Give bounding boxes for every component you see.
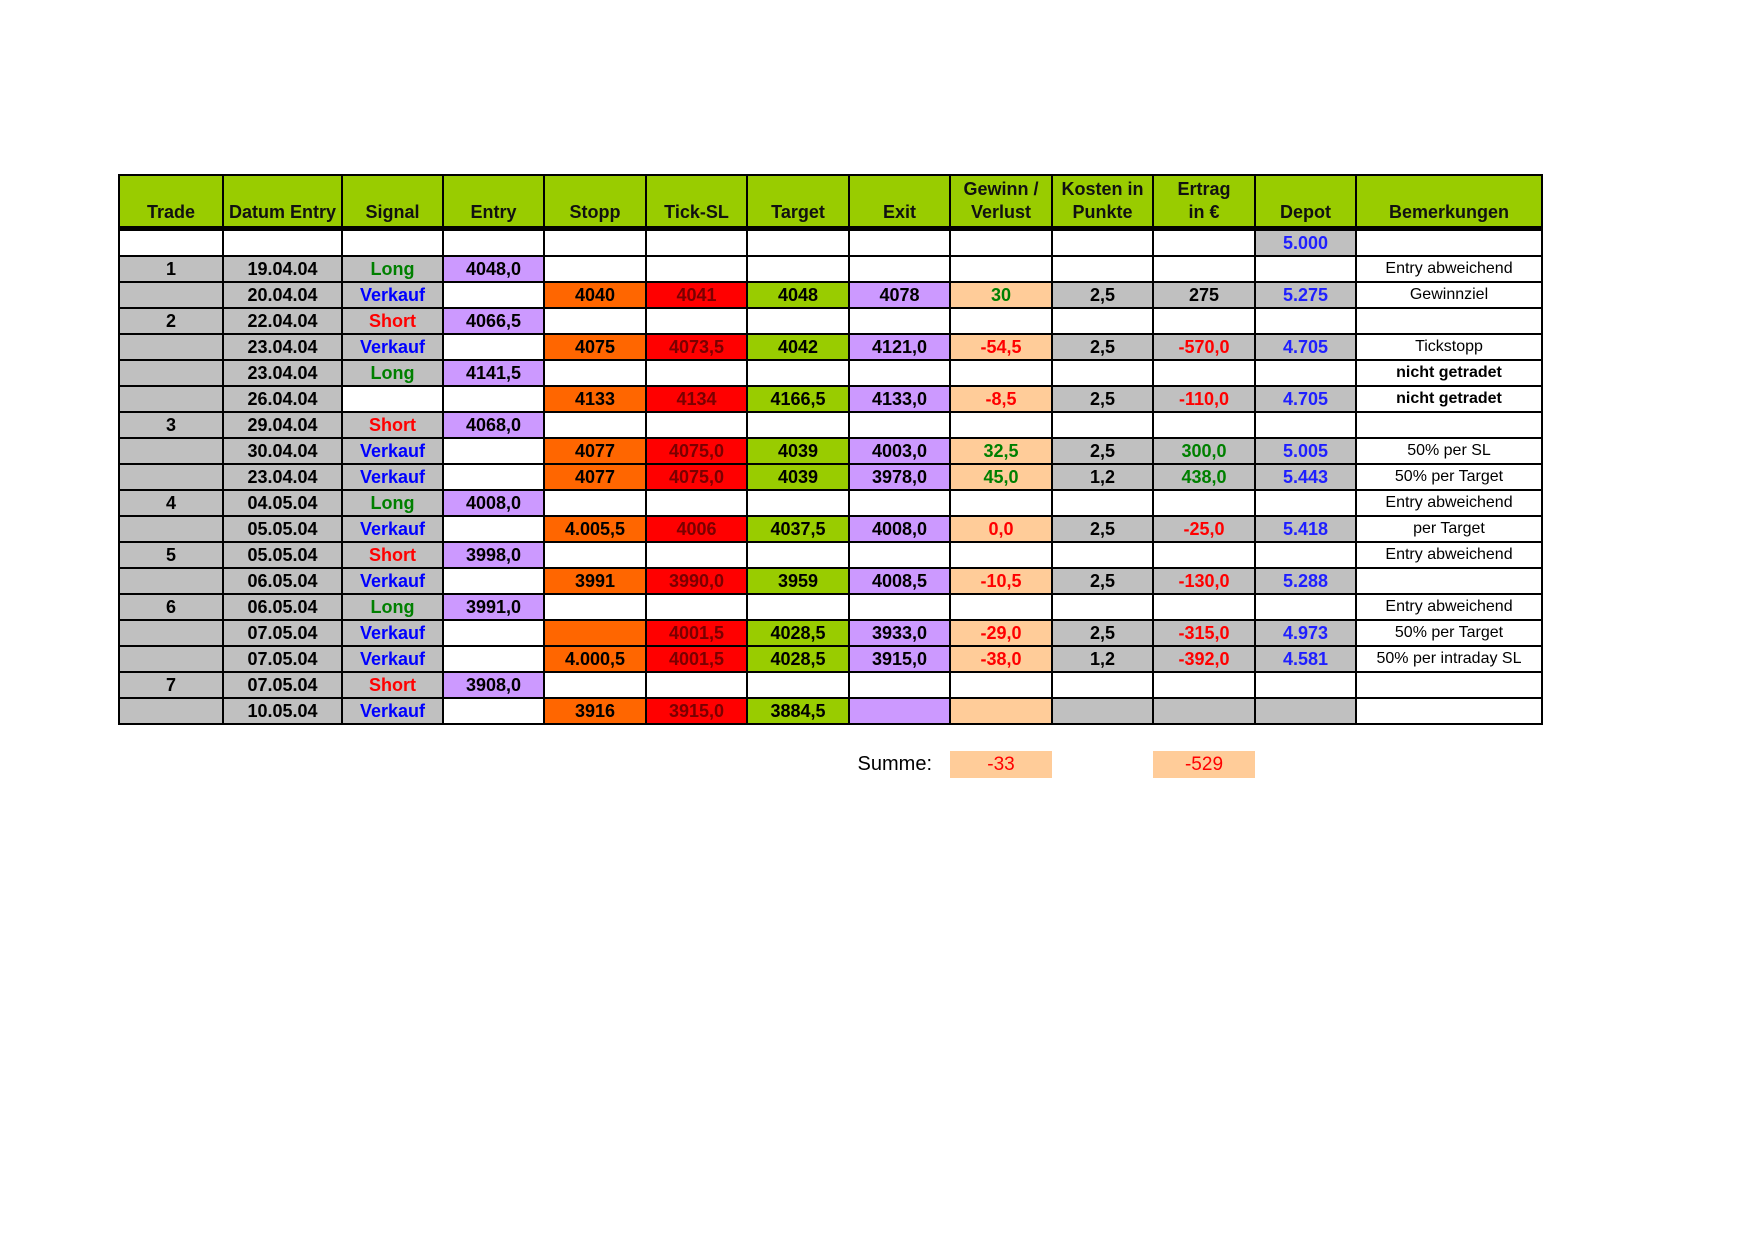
cell-datum: 06.05.04 (223, 594, 342, 620)
cell-gewinn: -10,5 (950, 568, 1052, 594)
cell-stopp: 4077 (544, 464, 646, 490)
cell-bemerkungen: Tickstopp (1356, 334, 1542, 360)
cell-datum: 26.04.04 (223, 386, 342, 412)
cell-bemerkungen: Gewinnziel (1356, 282, 1542, 308)
cell-tick-sl: 4073,5 (646, 334, 747, 360)
cell-trade (119, 646, 223, 672)
cell-stopp: 3916 (544, 698, 646, 724)
cell-ertrag (1153, 594, 1255, 620)
cell-bemerkungen (1356, 568, 1542, 594)
cell-trade (119, 568, 223, 594)
cell-gewinn: -29,0 (950, 620, 1052, 646)
cell-stopp (544, 256, 646, 282)
cell-datum: 29.04.04 (223, 412, 342, 438)
cell-exit (849, 256, 950, 282)
cell-gewinn: -8,5 (950, 386, 1052, 412)
cell-entry: 3998,0 (443, 542, 544, 568)
cell-target (747, 594, 849, 620)
cell-signal: Short (342, 308, 443, 334)
cell-ertrag (1153, 490, 1255, 516)
cell-entry (443, 646, 544, 672)
header-signal: Signal (342, 175, 443, 229)
cell-stopp (544, 308, 646, 334)
table-row (119, 516, 1542, 542)
cell-depot (1255, 256, 1356, 282)
cell-kosten: 2,5 (1052, 282, 1153, 308)
header-exit: Exit (849, 175, 950, 229)
cell-datum: 19.04.04 (223, 256, 342, 282)
cell-ertrag: -315,0 (1153, 620, 1255, 646)
table-row (119, 282, 1542, 308)
cell-gewinn (950, 672, 1052, 698)
cell-target (747, 672, 849, 698)
cell-gewinn (950, 490, 1052, 516)
cell-depot (1255, 490, 1356, 516)
cell-kosten (1052, 672, 1153, 698)
cell-signal: Verkauf (342, 620, 443, 646)
cell-entry: 4008,0 (443, 490, 544, 516)
cell-tick-sl (646, 256, 747, 282)
cell-trade (119, 386, 223, 412)
cell-depot (1255, 594, 1356, 620)
table-row (119, 620, 1542, 646)
cell-bemerkungen (1356, 698, 1542, 724)
cell-trade: 1 (119, 256, 223, 282)
cell-stopp (544, 620, 646, 646)
cell-stopp (544, 542, 646, 568)
cell-tick-sl (646, 229, 747, 257)
cell-target: 4028,5 (747, 646, 849, 672)
cell-signal: Long (342, 594, 443, 620)
cell-entry (443, 464, 544, 490)
cell-gewinn: 30 (950, 282, 1052, 308)
trade-table-body (119, 229, 1542, 725)
cell-tick-sl (646, 594, 747, 620)
cell-stopp: 4077 (544, 438, 646, 464)
cell-datum: 10.05.04 (223, 698, 342, 724)
cell-trade (119, 620, 223, 646)
cell-tick-sl: 4006 (646, 516, 747, 542)
cell-stopp (544, 360, 646, 386)
cell-target: 4166,5 (747, 386, 849, 412)
cell-gewinn (950, 229, 1052, 257)
cell-bemerkungen (1356, 229, 1542, 257)
cell-kosten (1052, 698, 1153, 724)
cell-entry (443, 568, 544, 594)
cell-depot (1255, 542, 1356, 568)
cell-signal: Verkauf (342, 646, 443, 672)
cell-ertrag (1153, 672, 1255, 698)
cell-trade: 5 (119, 542, 223, 568)
cell-gewinn (950, 256, 1052, 282)
cell-signal: Verkauf (342, 464, 443, 490)
cell-kosten (1052, 594, 1153, 620)
cell-kosten: 2,5 (1052, 568, 1153, 594)
cell-gewinn: 45,0 (950, 464, 1052, 490)
cell-datum: 07.05.04 (223, 620, 342, 646)
table-row (119, 256, 1542, 282)
cell-tick-sl: 4041 (646, 282, 747, 308)
cell-trade: 7 (119, 672, 223, 698)
table-row (119, 646, 1542, 672)
cell-depot: 5.275 (1255, 282, 1356, 308)
cell-stopp: 4.000,5 (544, 646, 646, 672)
cell-gewinn: 0,0 (950, 516, 1052, 542)
cell-exit (849, 490, 950, 516)
cell-exit: 4133,0 (849, 386, 950, 412)
cell-signal: Short (342, 542, 443, 568)
cell-ertrag (1153, 229, 1255, 257)
cell-bemerkungen (1356, 412, 1542, 438)
cell-ertrag: 300,0 (1153, 438, 1255, 464)
cell-depot: 4.581 (1255, 646, 1356, 672)
cell-ertrag: 275 (1153, 282, 1255, 308)
cell-signal (342, 386, 443, 412)
cell-datum: 06.05.04 (223, 568, 342, 594)
cell-entry (443, 620, 544, 646)
table-row (119, 594, 1542, 620)
cell-target (747, 542, 849, 568)
header-stopp: Stopp (544, 175, 646, 229)
cell-exit: 4008,5 (849, 568, 950, 594)
cell-signal: Long (342, 360, 443, 386)
cell-trade (119, 516, 223, 542)
cell-tick-sl: 4075,0 (646, 464, 747, 490)
cell-exit: 4008,0 (849, 516, 950, 542)
cell-kosten (1052, 412, 1153, 438)
table-row (119, 464, 1542, 490)
cell-signal (342, 229, 443, 257)
cell-exit (849, 698, 950, 724)
cell-stopp (544, 594, 646, 620)
cell-gewinn (950, 698, 1052, 724)
cell-signal: Short (342, 412, 443, 438)
cell-trade: 3 (119, 412, 223, 438)
cell-signal: Verkauf (342, 568, 443, 594)
table-row (119, 308, 1542, 334)
cell-signal: Verkauf (342, 438, 443, 464)
cell-gewinn (950, 542, 1052, 568)
cell-exit (849, 229, 950, 257)
cell-depot: 5.005 (1255, 438, 1356, 464)
cell-entry (443, 386, 544, 412)
cell-signal: Verkauf (342, 334, 443, 360)
cell-tick-sl: 3915,0 (646, 698, 747, 724)
cell-target (747, 256, 849, 282)
cell-depot (1255, 360, 1356, 386)
cell-ertrag (1153, 412, 1255, 438)
cell-datum: 07.05.04 (223, 646, 342, 672)
cell-signal: Long (342, 490, 443, 516)
sum-gewinn-total: -33 (950, 751, 1052, 778)
header-bemerkungen: Bemerkungen (1356, 175, 1542, 229)
cell-stopp (544, 490, 646, 516)
cell-target (747, 308, 849, 334)
cell-tick-sl: 4075,0 (646, 438, 747, 464)
cell-ertrag (1153, 360, 1255, 386)
cell-trade (119, 464, 223, 490)
cell-entry (443, 334, 544, 360)
cell-bemerkungen: Entry abweichend (1356, 256, 1542, 282)
cell-depot: 5.288 (1255, 568, 1356, 594)
cell-trade: 6 (119, 594, 223, 620)
cell-target: 4039 (747, 438, 849, 464)
cell-datum: 20.04.04 (223, 282, 342, 308)
cell-ertrag: -570,0 (1153, 334, 1255, 360)
cell-stopp: 4.005,5 (544, 516, 646, 542)
table-row (119, 229, 1542, 257)
cell-trade (119, 282, 223, 308)
cell-entry: 4066,5 (443, 308, 544, 334)
cell-tick-sl (646, 412, 747, 438)
cell-trade: 2 (119, 308, 223, 334)
header-kosten: Kosten in Punkte (1052, 175, 1153, 229)
cell-exit (849, 672, 950, 698)
cell-entry (443, 516, 544, 542)
cell-datum: 22.04.04 (223, 308, 342, 334)
cell-ertrag: -25,0 (1153, 516, 1255, 542)
header-row (119, 175, 1542, 229)
cell-gewinn (950, 360, 1052, 386)
cell-datum: 23.04.04 (223, 360, 342, 386)
cell-bemerkungen: 50% per SL (1356, 438, 1542, 464)
cell-kosten: 2,5 (1052, 516, 1153, 542)
cell-stopp: 4133 (544, 386, 646, 412)
table-row (119, 542, 1542, 568)
cell-ertrag: -110,0 (1153, 386, 1255, 412)
cell-target: 4028,5 (747, 620, 849, 646)
cell-entry: 4068,0 (443, 412, 544, 438)
cell-depot: 4.705 (1255, 386, 1356, 412)
cell-entry (443, 282, 544, 308)
cell-signal: Verkauf (342, 698, 443, 724)
cell-kosten: 1,2 (1052, 464, 1153, 490)
cell-gewinn (950, 412, 1052, 438)
cell-datum: 05.05.04 (223, 516, 342, 542)
cell-bemerkungen: Entry abweichend (1356, 542, 1542, 568)
cell-ertrag (1153, 256, 1255, 282)
cell-gewinn: -38,0 (950, 646, 1052, 672)
cell-depot: 5.443 (1255, 464, 1356, 490)
table-row (119, 672, 1542, 698)
cell-signal: Short (342, 672, 443, 698)
cell-tick-sl: 4001,5 (646, 646, 747, 672)
cell-trade (119, 334, 223, 360)
header-trade: Trade (119, 175, 223, 229)
cell-kosten: 2,5 (1052, 438, 1153, 464)
cell-kosten (1052, 490, 1153, 516)
cell-stopp (544, 229, 646, 257)
cell-exit (849, 542, 950, 568)
cell-bemerkungen: 50% per intraday SL (1356, 646, 1542, 672)
cell-exit: 4003,0 (849, 438, 950, 464)
cell-ertrag (1153, 542, 1255, 568)
cell-ertrag: 438,0 (1153, 464, 1255, 490)
cell-bemerkungen: 50% per Target (1356, 620, 1542, 646)
cell-bemerkungen: Entry abweichend (1356, 490, 1542, 516)
header-target: Target (747, 175, 849, 229)
cell-target (747, 360, 849, 386)
cell-target: 4039 (747, 464, 849, 490)
header-tick-sl: Tick-SL (646, 175, 747, 229)
cell-depot: 5.000 (1255, 229, 1356, 257)
cell-gewinn: 32,5 (950, 438, 1052, 464)
cell-datum: 23.04.04 (223, 464, 342, 490)
table-row (119, 438, 1542, 464)
cell-exit: 4078 (849, 282, 950, 308)
cell-bemerkungen (1356, 308, 1542, 334)
cell-target: 4048 (747, 282, 849, 308)
cell-tick-sl (646, 360, 747, 386)
cell-exit (849, 594, 950, 620)
cell-entry (443, 698, 544, 724)
cell-entry: 3991,0 (443, 594, 544, 620)
cell-exit (849, 360, 950, 386)
table-row (119, 568, 1542, 594)
header-ertrag: Ertrag in € (1153, 175, 1255, 229)
cell-gewinn (950, 308, 1052, 334)
cell-depot (1255, 672, 1356, 698)
cell-datum: 04.05.04 (223, 490, 342, 516)
cell-kosten: 1,2 (1052, 646, 1153, 672)
cell-exit: 3978,0 (849, 464, 950, 490)
table-row (119, 360, 1542, 386)
trade-journal-table (118, 174, 1543, 725)
cell-gewinn (950, 594, 1052, 620)
cell-entry (443, 229, 544, 257)
cell-target (747, 490, 849, 516)
cell-bemerkungen: per Target (1356, 516, 1542, 542)
header-depot: Depot (1255, 175, 1356, 229)
cell-ertrag (1153, 308, 1255, 334)
cell-kosten (1052, 256, 1153, 282)
cell-datum: 23.04.04 (223, 334, 342, 360)
cell-exit (849, 412, 950, 438)
summary-label: Summe: (857, 753, 932, 775)
cell-bemerkungen: nicht getradet (1356, 386, 1542, 412)
cell-depot (1255, 412, 1356, 438)
cell-trade (119, 698, 223, 724)
cell-trade (119, 360, 223, 386)
cell-gewinn: -54,5 (950, 334, 1052, 360)
cell-entry: 4048,0 (443, 256, 544, 282)
table-row (119, 334, 1542, 360)
cell-signal: Long (342, 256, 443, 282)
cell-tick-sl: 3990,0 (646, 568, 747, 594)
cell-trade (119, 229, 223, 257)
header-entry: Entry (443, 175, 544, 229)
cell-datum: 30.04.04 (223, 438, 342, 464)
table-header (119, 175, 1542, 229)
cell-stopp: 4040 (544, 282, 646, 308)
cell-bemerkungen (1356, 672, 1542, 698)
sum-ertrag-total: -529 (1153, 751, 1255, 778)
cell-tick-sl: 4001,5 (646, 620, 747, 646)
cell-tick-sl (646, 542, 747, 568)
cell-datum (223, 229, 342, 257)
cell-entry: 3908,0 (443, 672, 544, 698)
table-row (119, 386, 1542, 412)
cell-depot (1255, 698, 1356, 724)
cell-signal: Verkauf (342, 282, 443, 308)
cell-target: 4037,5 (747, 516, 849, 542)
cell-entry: 4141,5 (443, 360, 544, 386)
cell-stopp (544, 412, 646, 438)
cell-stopp: 4075 (544, 334, 646, 360)
cell-kosten (1052, 308, 1153, 334)
cell-trade (119, 438, 223, 464)
cell-bemerkungen: 50% per Target (1356, 464, 1542, 490)
cell-bemerkungen: nicht getradet (1356, 360, 1542, 386)
cell-signal: Verkauf (342, 516, 443, 542)
cell-depot: 4.973 (1255, 620, 1356, 646)
cell-trade: 4 (119, 490, 223, 516)
cell-kosten (1052, 360, 1153, 386)
cell-kosten: 2,5 (1052, 620, 1153, 646)
table-row (119, 490, 1542, 516)
cell-datum: 05.05.04 (223, 542, 342, 568)
cell-bemerkungen: Entry abweichend (1356, 594, 1542, 620)
cell-datum: 07.05.04 (223, 672, 342, 698)
cell-kosten: 2,5 (1052, 334, 1153, 360)
cell-tick-sl (646, 490, 747, 516)
cell-kosten: 2,5 (1052, 386, 1153, 412)
cell-exit: 3933,0 (849, 620, 950, 646)
cell-tick-sl (646, 672, 747, 698)
cell-ertrag (1153, 698, 1255, 724)
cell-exit (849, 308, 950, 334)
cell-entry (443, 438, 544, 464)
cell-stopp: 3991 (544, 568, 646, 594)
cell-exit: 3915,0 (849, 646, 950, 672)
cell-kosten (1052, 229, 1153, 257)
cell-target: 4042 (747, 334, 849, 360)
header-datum-entry: Datum Entry (223, 175, 342, 229)
cell-target: 3959 (747, 568, 849, 594)
cell-depot (1255, 308, 1356, 334)
table-row (119, 698, 1542, 724)
cell-depot: 5.418 (1255, 516, 1356, 542)
cell-tick-sl (646, 308, 747, 334)
cell-target (747, 412, 849, 438)
cell-exit: 4121,0 (849, 334, 950, 360)
cell-target (747, 229, 849, 257)
cell-ertrag: -392,0 (1153, 646, 1255, 672)
cell-stopp (544, 672, 646, 698)
header-gewinn-verlust: Gewinn / Verlust (950, 175, 1052, 229)
cell-tick-sl: 4134 (646, 386, 747, 412)
table-row (119, 412, 1542, 438)
cell-kosten (1052, 542, 1153, 568)
cell-target: 3884,5 (747, 698, 849, 724)
cell-ertrag: -130,0 (1153, 568, 1255, 594)
cell-depot: 4.705 (1255, 334, 1356, 360)
